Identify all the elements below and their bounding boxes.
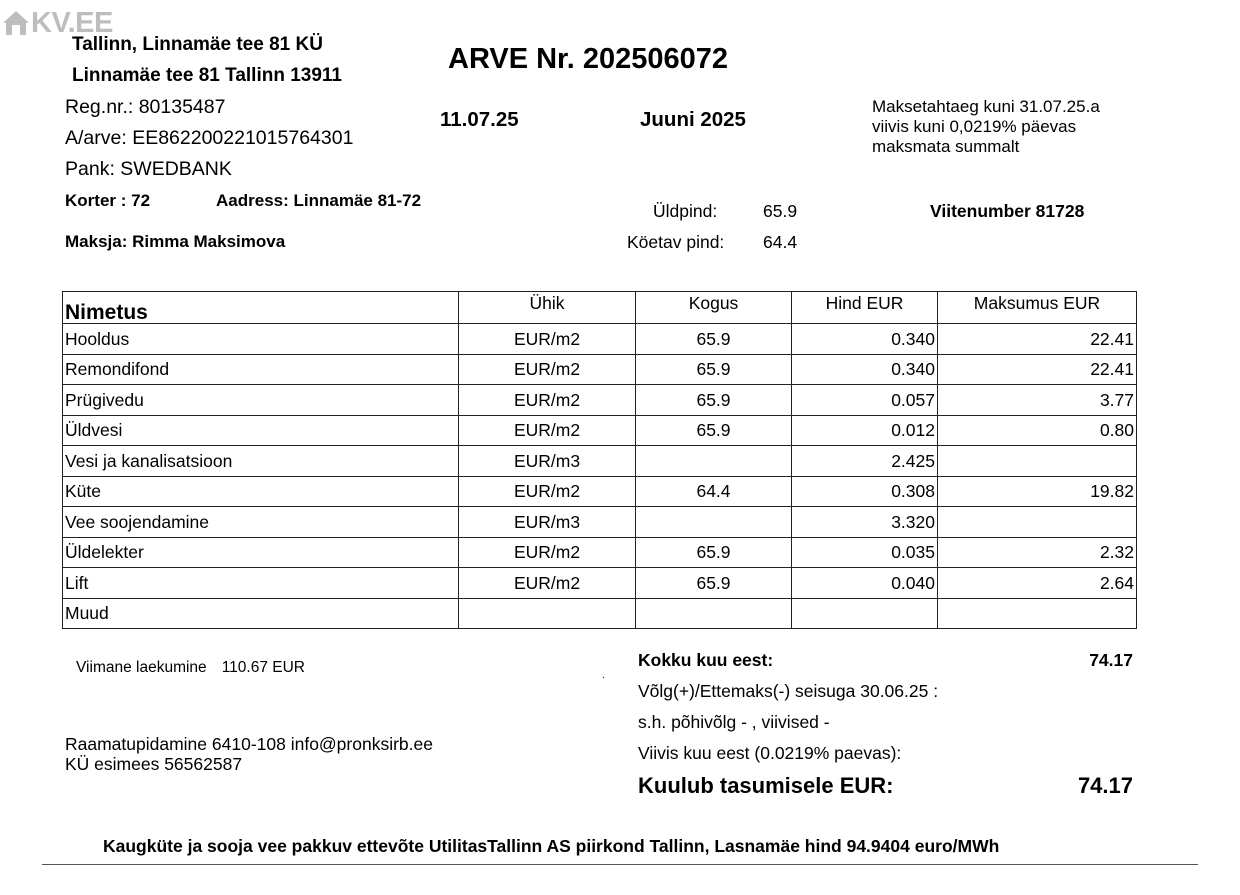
table-header-row	[63, 292, 1137, 324]
amount-due-label: Kuulub tasumisele EUR:	[638, 773, 894, 798]
heated-area-value: 64.4	[763, 232, 798, 252]
footer-divider	[42, 864, 1198, 865]
cell-quantity: 65.9	[636, 568, 792, 599]
month-total-value: 74.17	[1089, 650, 1133, 670]
charges-table	[62, 291, 1137, 629]
cell-quantity: 65.9	[636, 385, 792, 416]
cell-amount: 3.77	[938, 385, 1137, 416]
payer-name: Maksja: Rimma Maksimova	[65, 232, 286, 251]
cell-price: 0.057	[792, 385, 938, 416]
cell-price: 0.040	[792, 568, 938, 599]
table-row	[63, 385, 1137, 416]
last-payment-value: 110.67 EUR	[221, 659, 305, 676]
invoice-period: Juuni 2025	[640, 108, 746, 131]
table-row	[63, 415, 1137, 446]
cell-unit: EUR/m3	[459, 446, 636, 477]
accounting-contact: Raamatupidamine 6410-108 info@pronksirb.ee	[65, 734, 433, 754]
table-row	[63, 537, 1137, 568]
table-row	[63, 324, 1137, 355]
apartment-address: Aadress: Linnamäe 81-72	[216, 191, 422, 210]
cell-unit: EUR/m2	[459, 537, 636, 568]
due-note-line: maksmata summalt	[872, 137, 1020, 156]
cell-price: 0.340	[792, 324, 938, 355]
cell-amount: 19.82	[938, 476, 1137, 507]
cell-price: 0.340	[792, 354, 938, 385]
cell-quantity	[636, 598, 792, 629]
table-row	[63, 446, 1137, 477]
header-amount: Maksumus EUR	[938, 292, 1137, 324]
apartment-number: Korter : 72	[65, 191, 151, 210]
cell-quantity: 64.4	[636, 476, 792, 507]
principal-debt-line: s.h. põhivõlg - , viivised -	[638, 712, 830, 732]
table-row	[63, 598, 1137, 629]
cell-price: 3.320	[792, 507, 938, 538]
cell-unit: EUR/m2	[459, 415, 636, 446]
cell-price: 0.035	[792, 537, 938, 568]
logo-text: KV.EE	[31, 7, 113, 39]
heating-provider-note: Kaugküte ja sooja vee pakkuv ettevõte UtilitasTallinn AS piirkond Tallinn, Lasnamäe hind 94.9404 euro/MWh	[103, 836, 1000, 856]
cell-price: 0.012	[792, 415, 938, 446]
cell-unit	[459, 598, 636, 629]
table-row	[63, 354, 1137, 385]
due-note-line: Maksetahtaeg kuni 31.07.25.a	[872, 97, 1100, 116]
cell-amount: 22.41	[938, 354, 1137, 385]
cell-unit: EUR/m3	[459, 507, 636, 538]
invoice-date: 11.07.25	[440, 108, 519, 131]
cell-amount	[938, 507, 1137, 538]
late-fee-line: Viivis kuu eest (0.0219% paevas):	[638, 743, 902, 763]
cell-unit: EUR/m2	[459, 385, 636, 416]
cell-name: Remondifond	[63, 354, 459, 385]
cell-name: Hooldus	[63, 324, 459, 355]
cell-name: Üldvesi	[63, 415, 459, 446]
debt-balance-line: Võlg(+)/Ettemaks(-) seisuga 30.06.25 :	[638, 681, 939, 701]
apartment-line	[65, 191, 421, 211]
cell-unit: EUR/m2	[459, 324, 636, 355]
issuer-address: Linnamäe tee 81 Tallinn 13911	[72, 65, 342, 86]
cell-unit: EUR/m2	[459, 476, 636, 507]
cell-name: Vesi ja kanalisatsioon	[63, 446, 459, 477]
amount-due-value: 74.17	[1077, 773, 1133, 798]
cell-name: Lift	[63, 568, 459, 599]
cell-name: Küte	[63, 476, 459, 507]
cell-name: Üldelekter	[63, 537, 459, 568]
table-row	[63, 476, 1137, 507]
cell-quantity: 65.9	[636, 537, 792, 568]
cell-quantity: 65.9	[636, 324, 792, 355]
bank-name: Pank: SWEDBANK	[65, 158, 232, 180]
cell-quantity: 65.9	[636, 415, 792, 446]
table-row	[63, 568, 1137, 599]
header-quantity: Kogus	[636, 292, 792, 324]
header-name: Nimetus	[63, 292, 459, 324]
invoice-title: ARVE Nr. 202506072	[448, 43, 729, 75]
cell-price: 0.308	[792, 476, 938, 507]
due-date-note	[872, 97, 1100, 157]
cell-name: Muud	[63, 598, 459, 629]
registry-number: Reg.nr.: 80135487	[65, 96, 226, 118]
stray-dot: .	[602, 670, 605, 681]
cell-quantity	[636, 446, 792, 477]
cell-price	[792, 598, 938, 629]
due-note-line: viivis kuni 0,0219% päevas	[872, 117, 1077, 136]
cell-amount	[938, 446, 1137, 477]
cell-amount: 2.32	[938, 537, 1137, 568]
cell-name: Vee soojendamine	[63, 507, 459, 538]
cell-amount	[938, 598, 1137, 629]
table-row	[63, 507, 1137, 538]
cell-quantity: 65.9	[636, 354, 792, 385]
heated-area-label: Köetav pind:	[627, 232, 725, 252]
cell-amount: 0.80	[938, 415, 1137, 446]
issuer-name: Tallinn, Linnamäe tee 81 KÜ	[72, 34, 323, 55]
bank-account: A/arve: EE862200221015764301	[65, 127, 354, 149]
cell-quantity	[636, 507, 792, 538]
total-area-label: Üldpind:	[653, 201, 718, 221]
chairman-contact: KÜ esimees 56562587	[65, 754, 243, 774]
cell-unit: EUR/m2	[459, 568, 636, 599]
cell-name: Prügivedu	[63, 385, 459, 416]
last-payment-label: Viimane laekumine	[76, 659, 207, 676]
cell-price: 2.425	[792, 446, 938, 477]
total-area-value: 65.9	[763, 201, 798, 221]
header-unit: Ühik	[459, 292, 636, 324]
cell-amount: 2.64	[938, 568, 1137, 599]
header-price: Hind EUR	[792, 292, 938, 324]
month-total-label: Kokku kuu eest:	[638, 650, 774, 670]
cell-amount: 22.41	[938, 324, 1137, 355]
house-icon	[2, 10, 30, 36]
last-payment	[76, 659, 305, 677]
reference-number: Viitenumber 81728	[930, 201, 1085, 221]
cell-unit: EUR/m2	[459, 354, 636, 385]
